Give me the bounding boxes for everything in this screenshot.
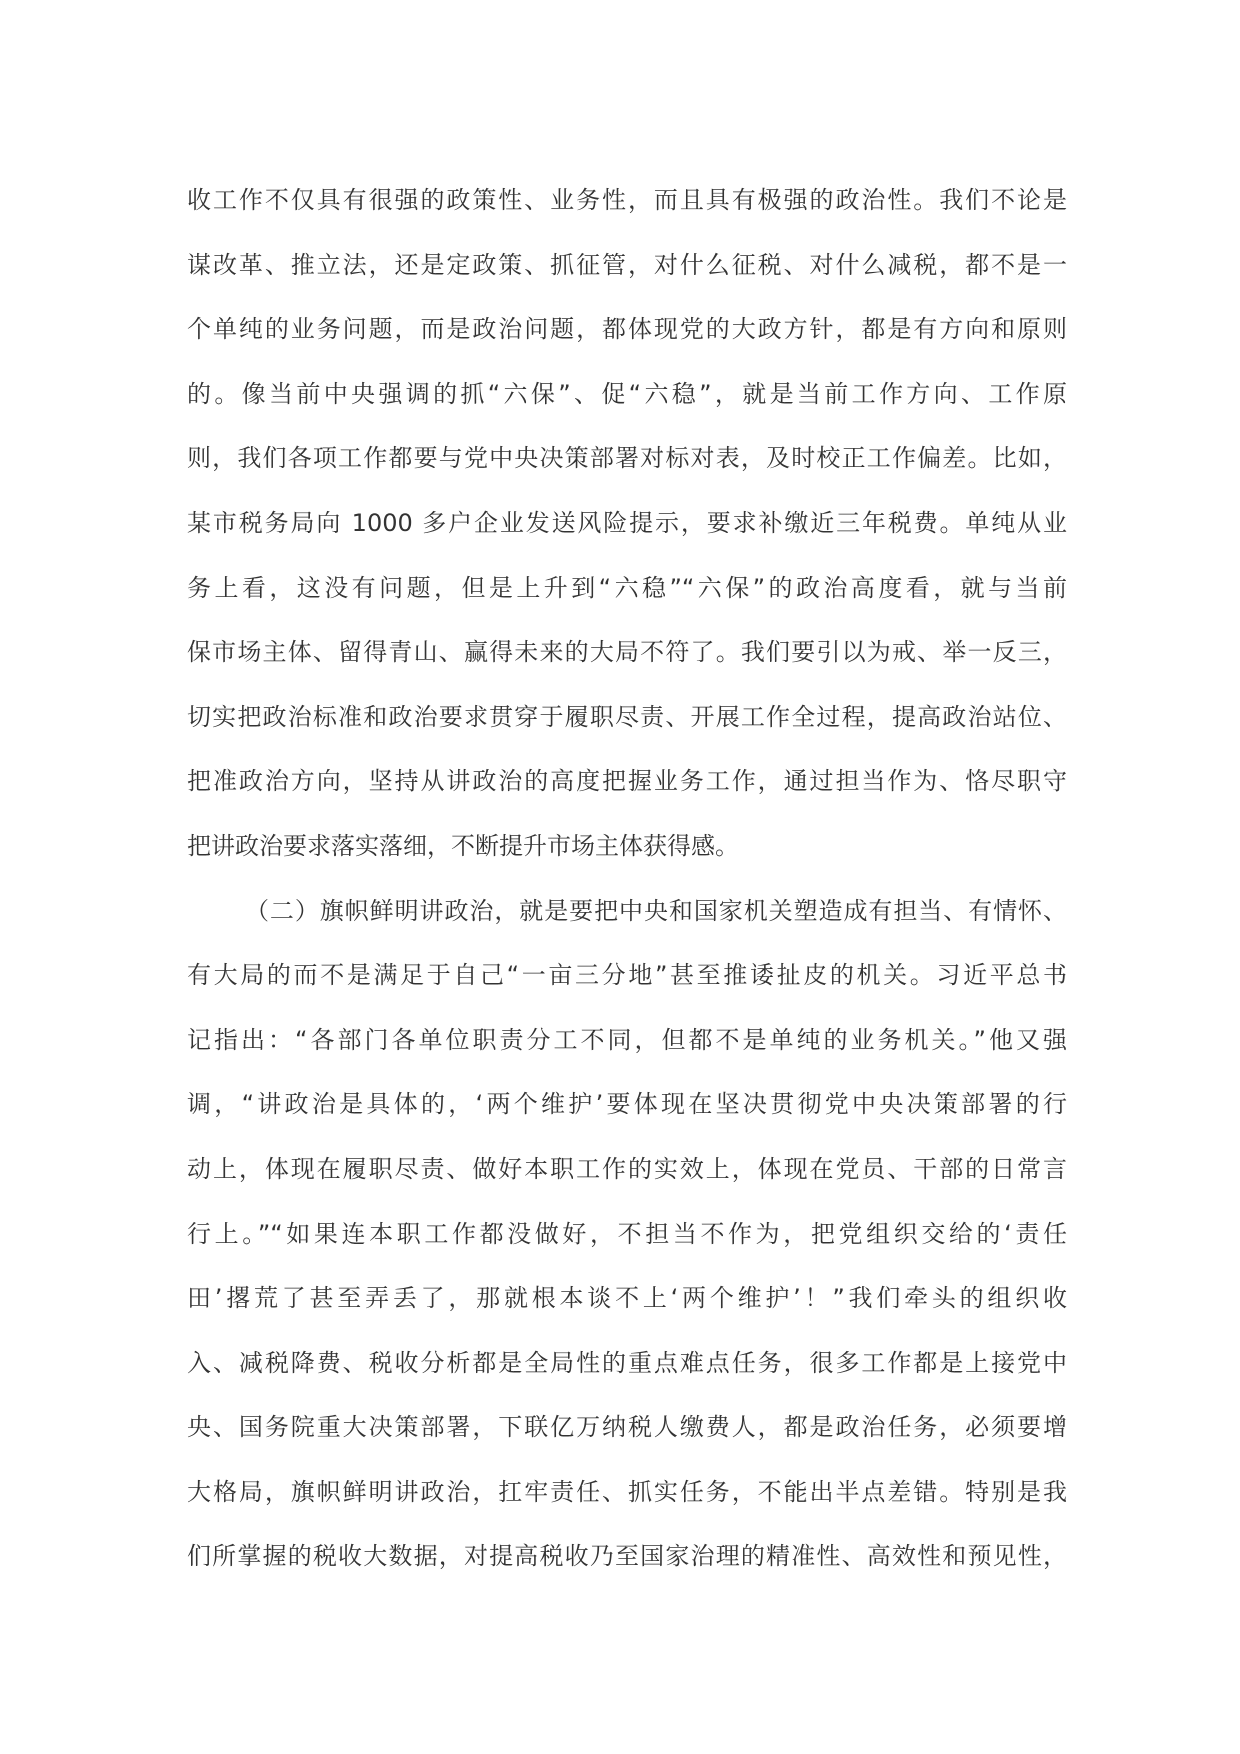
text-line: 把准政治方向，坚持从讲政治的高度把握业务工作，通过担当作为、恪尽职守	[187, 767, 1067, 796]
text-line: 动上，体现在履职尽责、做好本职工作的实效上，体现在党员、干部的日常言	[187, 1154, 1067, 1183]
text-line: 切实把政治标准和政治要求贯穿于履职尽责、开展工作全过程，提高政治站位、	[187, 702, 1067, 731]
text-line: 大格局，旗帜鲜明讲政治，扛牢责任、抓实任务，不能出半点差错。特别是我	[187, 1477, 1067, 1506]
text-line: 行上。”“如果连本职工作都没做好，不担当不作为，把党组织交给的‘责任	[187, 1219, 1067, 1248]
paragraph-end-line: 把讲政治要求落实落细，不断提升市场主体获得感。	[187, 831, 739, 860]
text-line: 调，“讲政治是具体的，‘两个维护’要体现在坚决贯彻党中央决策部署的行	[187, 1090, 1067, 1119]
text-line: 有大局的而不是满足于自己“一亩三分地”甚至推诿扯皮的机关。习近平总书	[187, 961, 1067, 990]
body-text	[187, 168, 1067, 1589]
text-line: 保市场主体、留得青山、赢得未来的大局不符了。我们要引以为戒、举一反三，	[187, 638, 1067, 667]
text-line: 入、减税降费、税收分析都是全局性的重点难点任务，很多工作都是上接党中	[187, 1348, 1067, 1377]
text-line: 谋改革、推立法，还是定政策、抓征管，对什么征税、对什么减税，都不是一	[187, 250, 1067, 279]
text-line: 收工作不仅具有很强的政策性、业务性，而且具有极强的政治性。我们不论是	[187, 186, 1067, 214]
text-line: 个单纯的业务问题，而是政治问题，都体现党的大政方针，都是有方向和原则	[187, 315, 1067, 344]
text-line: 务上看，这没有问题，但是上升到“六稳”“六保”的政治高度看，就与当前	[187, 573, 1067, 602]
paragraph-start-line: （二）旗帜鲜明讲政治，就是要把中央和国家机关塑造成有担当、有情怀、	[245, 896, 1067, 925]
text-line: 的。像当前中央强调的抓“六保”、促“六稳”，就是当前工作方向、工作原	[187, 379, 1067, 408]
text-line: 某市税务局向 1000 多户企业发送风险提示，要求补缴近三年税费。单纯从业	[187, 508, 1067, 537]
text-line: 们所掌握的税收大数据，对提高税收乃至国家治理的精准性、高效性和预见性，	[187, 1542, 1067, 1571]
text-line: 则，我们各项工作都要与党中央决策部署对标对表，及时校正工作偏差。比如，	[187, 444, 1067, 473]
text-line: 田’撂荒了甚至弄丢了，那就根本谈不上‘两个维护’！”我们牵头的组织收	[187, 1284, 1067, 1313]
text-line: 记指出：“各部门各单位职责分工不同，但都不是单纯的业务机关。”他又强	[187, 1025, 1067, 1054]
text-line: 央、国务院重大决策部署，下联亿万纳税人缴费人，都是政治任务，必须要增	[187, 1413, 1067, 1442]
